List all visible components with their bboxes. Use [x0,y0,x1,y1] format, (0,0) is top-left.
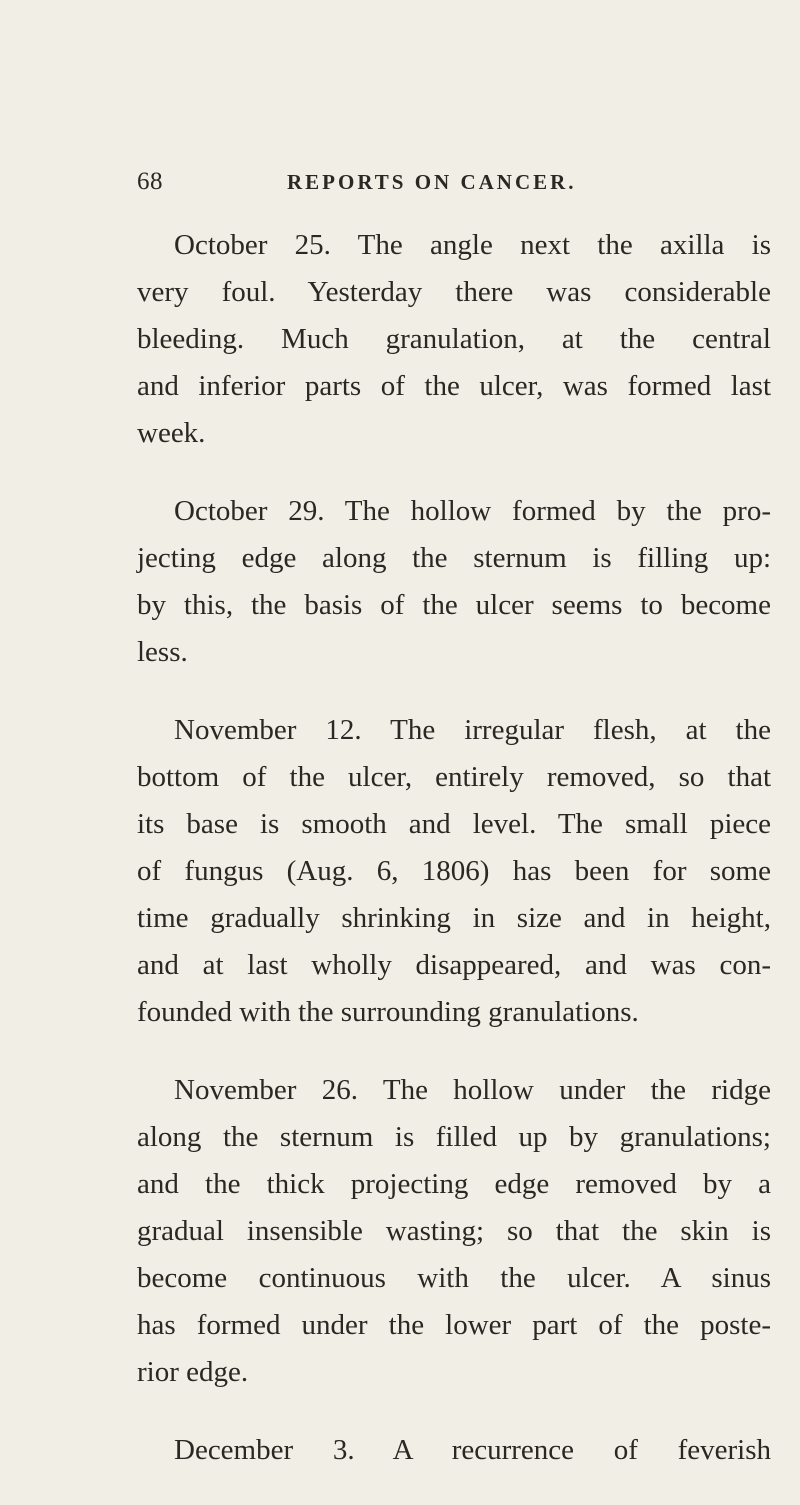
text-line: December 3. A recurrence of feverish [174,1434,771,1466]
entry-november-26 [137,1067,771,1396]
text-line: and the thick projecting edge removed by a [137,1168,771,1200]
text-line: October 25. The angle next the axilla is [174,229,771,261]
text-line: bottom of the ulcer, entirely removed, so that [137,761,771,793]
text-line: gradual insensible wasting; so that the skin is [137,1215,771,1247]
page-number: 68 [137,168,163,195]
text-line: become continuous with the ulcer. A sinus [137,1262,771,1294]
text-line: very foul. Yesterday there was considerable [137,276,771,308]
text-line: by this, the basis of the ulcer seems to become [137,589,771,621]
text-line: bleeding. Much granulation, at the central [137,323,771,355]
text-line: November 12. The irregular flesh, at the [174,714,771,746]
text-line: of fungus (Aug. 6, 1806) has been for some [137,855,771,887]
text-line: founded with the surrounding granulations. [137,996,639,1028]
entry-october-29 [137,488,771,676]
text-line: jecting edge along the sternum is filling up: [137,542,771,574]
running-title: REPORTS ON CANCER. [287,170,577,194]
text-line: rior edge. [137,1356,249,1388]
text-line: has formed under the lower part of the poste- [137,1309,771,1341]
text-line: October 29. The hollow formed by the pro- [174,495,771,527]
running-head [137,168,777,208]
text-line: and inferior parts of the ulcer, was formed last [137,370,771,402]
text-line: along the sternum is filled up by granulations; [137,1121,771,1153]
text-line: less. [137,636,188,668]
text-line: time gradually shrinking in size and in height, [137,902,771,934]
text-line: its base is smooth and level. The small piece [137,808,771,840]
entry-october-25 [137,222,771,457]
text-line: week. [137,417,206,449]
entry-november-12 [137,707,771,1036]
entry-december-3 [137,1427,771,1474]
text-line: and at last wholly disappeared, and was con- [137,949,771,981]
text-line: November 26. The hollow under the ridge [174,1074,771,1106]
body-text [137,222,771,1505]
